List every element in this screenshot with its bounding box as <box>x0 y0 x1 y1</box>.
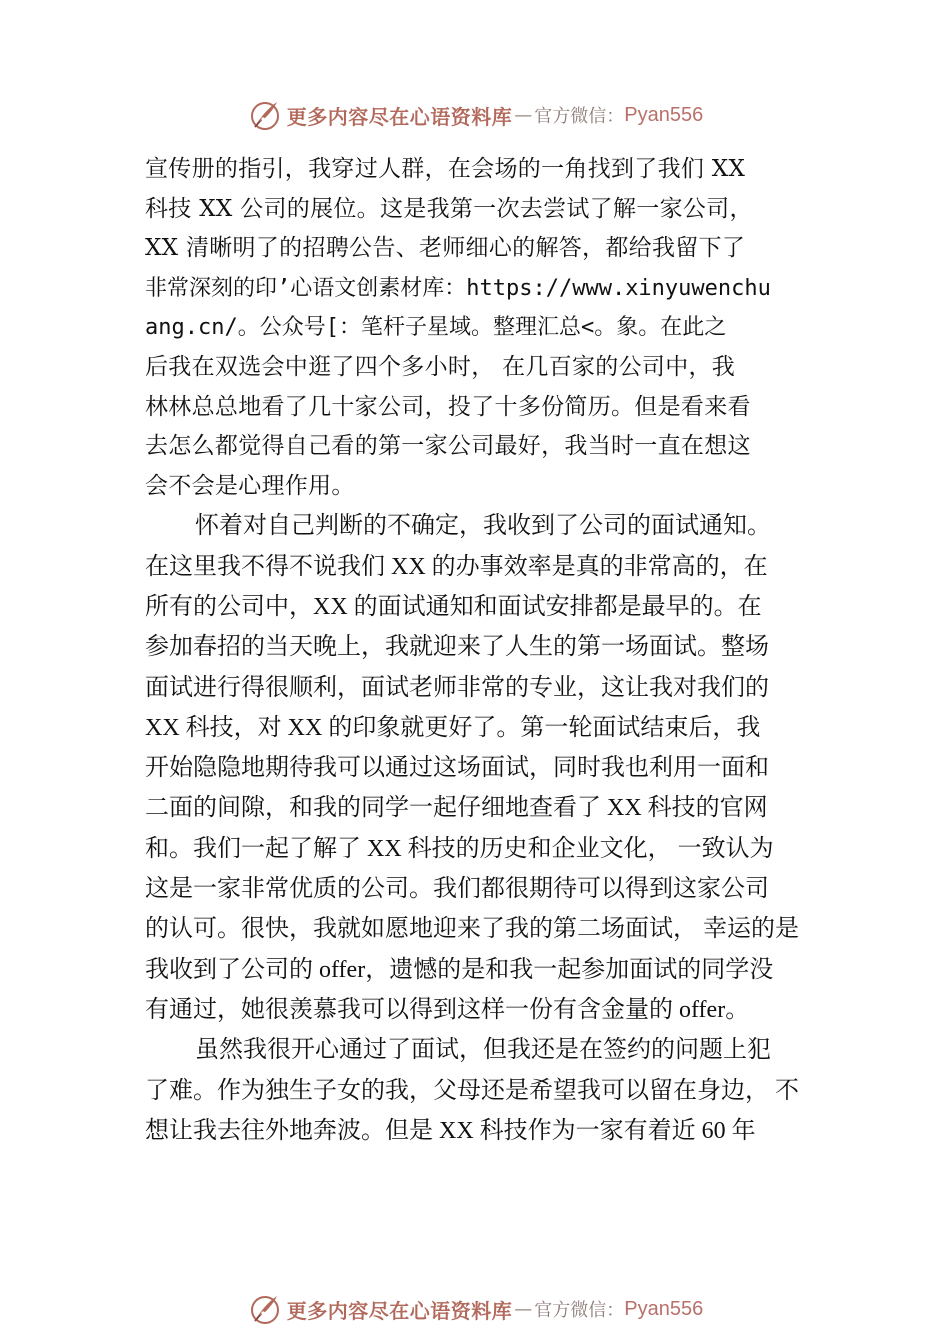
footer-banner-title: 更多内容尽在心语资料库 <box>286 1298 513 1323</box>
header-banner <box>0 93 950 137</box>
text-line: 面试进行得很顺利，面试老师非常的专业，这让我对我们的 <box>145 674 769 701</box>
banner-separator: — <box>514 104 533 126</box>
text-line: 有通过，她很羡慕我可以得到这样一份有含金量的 offer。 <box>145 996 750 1023</box>
text-line: XX 清晰明了的招聘公告、老师细心的解答，都给我留下了 <box>145 235 746 262</box>
text-line: 宣传册的指引，我穿过人群，在会场的一角找到了我们 XX <box>145 156 746 182</box>
text-line: 虽然我很开心通过了面试，但我还是在签约的问题上犯 <box>195 1037 771 1064</box>
text-line: 后我在双选会中逛了四个多小时， 在几百家的公司中，我 <box>145 353 736 380</box>
banner-wechat-id: Pyan556 <box>624 103 704 126</box>
paragraph-2 <box>145 506 820 1030</box>
text-line: 所有的公司中，XX 的面试通知和面试安排都是最早的。在 <box>145 593 762 620</box>
text-line: 科技 XX 公司的展位。这是我第一次去尝试了解一家公司， <box>145 195 753 222</box>
text-line: 这是一家非常优质的公司。我们都很期待可以得到这家公司 <box>145 876 769 903</box>
text-line: XX 科技，对 XX 的印象就更好了。第一轮面试结束后，我 <box>145 714 761 741</box>
text-line: 会不会是心理作用。 <box>145 472 355 499</box>
banner-wechat-label: 官方微信： <box>534 106 625 127</box>
footer-wechat-label: 官方微信： <box>534 1300 625 1321</box>
text-line: 的认可。很快，我就如愿地迎来了我的第二场面试， 幸运的是 <box>145 916 799 943</box>
paragraph-1 <box>145 150 820 506</box>
text-line: 我收到了公司的 offer，遗憾的是和我一起参加面试的同学没 <box>145 956 774 983</box>
quill-logo-icon <box>247 1291 283 1327</box>
text-line: 想让我去往外地奔波。但是 XX 科技作为一家有着近 60 年 <box>145 1117 756 1144</box>
text-line: 参加春招的当天晚上，我就迎来了人生的第一场面试。整场 <box>145 634 769 661</box>
text-line: 在这里我不得不说我们 XX 的办事效率是真的非常高的，在 <box>145 553 768 580</box>
text-line: 二面的间隙，和我的同学一起仔细地查看了 XX 科技的官网 <box>145 795 768 822</box>
banner-title: 更多内容尽在心语资料库 <box>286 104 513 129</box>
text-line: 了难。作为独生子女的我，父母还是希望我可以留在身边， 不 <box>145 1077 799 1104</box>
text-line: ang.cn/。公众号[：笔杆子星域。整理汇总<。象。在此之 <box>145 315 727 341</box>
paragraph-3 <box>145 1030 820 1151</box>
text-line: 开始隐隐地期待我可以通过这场面试，同时我也利用一面和 <box>145 755 769 782</box>
footer-banner <box>0 1287 950 1331</box>
footer-banner-separator: — <box>514 1298 533 1320</box>
footer-wechat-id: Pyan556 <box>624 1297 704 1320</box>
quill-logo-icon <box>247 97 283 133</box>
document-body <box>145 150 820 1151</box>
text-line: 去怎么都觉得自己看的第一家公司最好，我当时一直在想这 <box>145 433 751 460</box>
text-line: 和。我们一起了解了 XX 科技的历史和企业文化， 一致认为 <box>145 835 774 862</box>
text-line: 非常深刻的印’心语文创素材库：https://www.xinyuwenchu <box>145 275 771 301</box>
text-line: 林林总总地看了几十家公司，投了十多份简历。但是看来看 <box>145 393 751 420</box>
text-line: 怀着对自己判断的不确定，我收到了公司的面试通知。 <box>195 513 771 540</box>
